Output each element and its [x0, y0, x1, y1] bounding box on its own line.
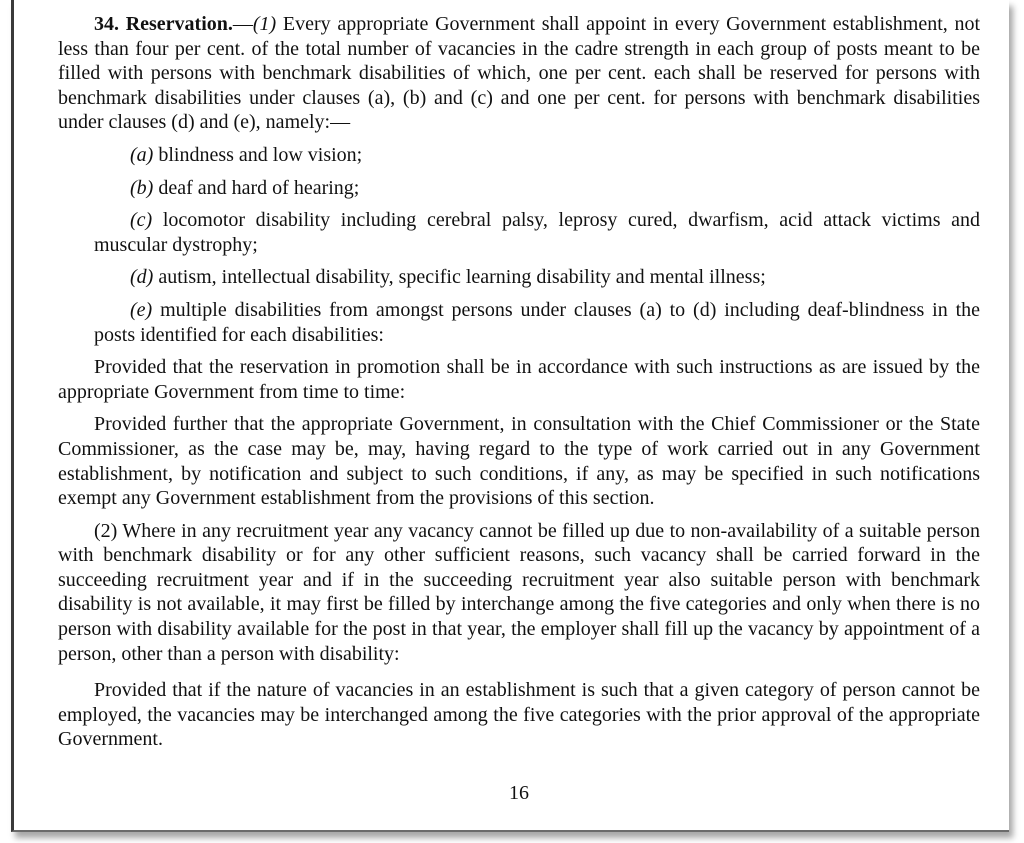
clause-d [58, 265, 980, 290]
page-number: 16 [509, 782, 529, 804]
subsection-1-marker: (1) [252, 13, 277, 35]
subsection-2 [58, 519, 980, 667]
subsection-2-text: Where in any recruitment year any vacancy cannot be filled up due to non-availability of a suitable person with benchmark disability or for any other sufficient reasons, such vacancy shall be carried forward in the succeeding recruitment year and if in the succeeding recruitment year also suitable person with benchmark disability is not available, it may first be filled by interchange among the five categories and only when there is no person with disability available for the post in that year, the employer shall fill up the vacancy by appointment of a person, other than a person with disability: [58, 519, 980, 665]
clause-marker: (c) [130, 209, 153, 232]
clause-c [58, 208, 980, 257]
clause-marker: (e) [130, 298, 153, 321]
clause-marker: (b) [130, 176, 154, 199]
document-body [58, 12, 980, 760]
section-dash: — [232, 13, 253, 35]
proviso-1: Provided that the reservation in promotion shall be in accordance with such instructions as are issued by the appropriate Government from time to time: [58, 356, 980, 403]
section-title: Reservation. [125, 13, 233, 35]
clause-b [58, 176, 980, 201]
clause-text: autism, intellectual disability, specific learning disability and mental illness; [153, 266, 766, 289]
clause-e [58, 298, 980, 347]
clause-text: blindness and low vision; [153, 143, 363, 166]
clause-text: multiple disabilities from amongst persons under clauses (a) to (d) including deaf-blindness in the posts identified for each disabilities: [94, 298, 980, 346]
section-intro-text: Every appropriate Government shall appoint in every Government establishment, not less than four per cent. of the total number of vacancies in the cadre strength in each group of posts meant to be filled with persons with benchmark disabilities of which, one per cent. each shall be reserved for persons with benchmark disabilities under clauses (a), (b) and (c) and one per cent. for persons with benchmark disabilities under clauses (d) and (e), namely:— [58, 13, 981, 134]
section-34-intro [58, 12, 980, 135]
clause-text: locomotor disability including cerebral palsy, leprosy cured, dwarfism, acid attack victims and muscular dystrophy; [94, 209, 980, 256]
clause-text: deaf and hard of hearing; [153, 176, 360, 199]
section-number: 34. [94, 13, 119, 35]
clause-marker: (d) [130, 266, 154, 289]
clause-a [58, 143, 980, 168]
final-proviso: Provided that if the nature of vacancies in an establishment is such that a given category of person cannot be employed, the vacancies may be interchanged among the five categories with the prior approval of the appropriate Government. [58, 679, 980, 751]
proviso-2: Provided further that the appropriate Government, in consultation with the Chief Commissioner or the State Commissioner, as the case may be, may, having regard to the type of work carried out in any Government establishment, by notification and subject to such conditions, if any, as may be specified in such notifications exempt any Government establishment from the provisions of this section. [58, 413, 980, 510]
subsection-2-marker: (2) [94, 519, 118, 542]
clause-marker: (a) [130, 143, 154, 166]
